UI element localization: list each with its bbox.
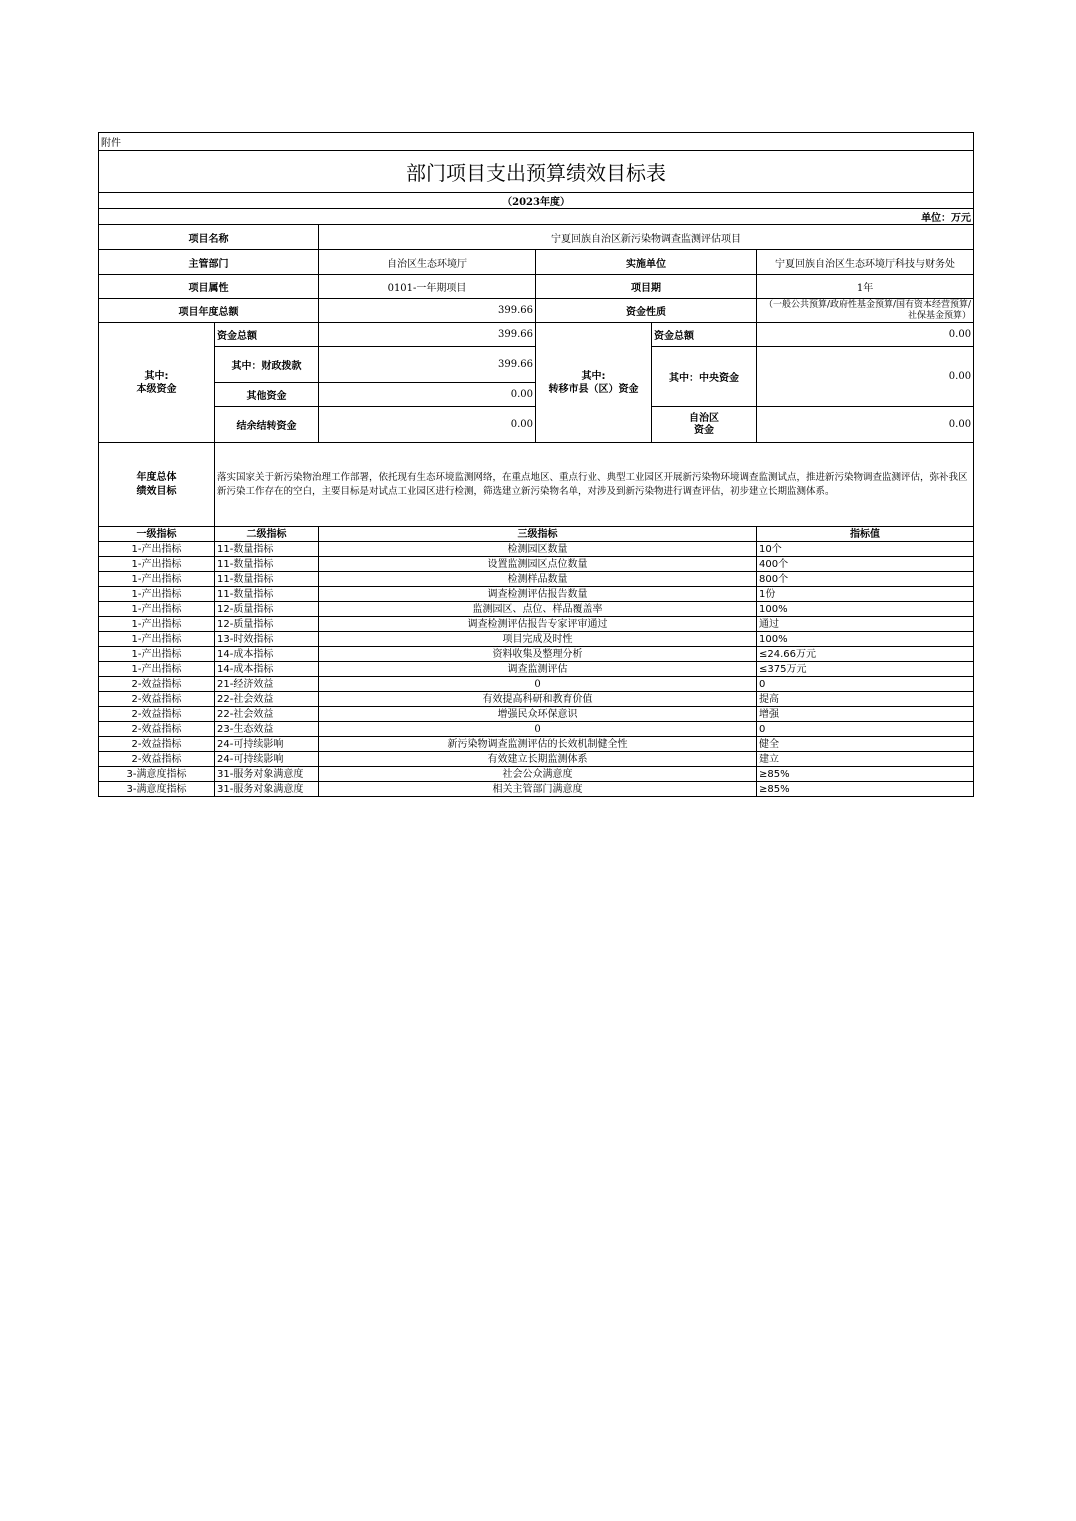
fund-total-value: 399.66 bbox=[319, 323, 536, 347]
indicator-value-cell: ≥85% bbox=[757, 767, 974, 782]
project-period-label: 项目期 bbox=[536, 275, 757, 299]
table-row bbox=[99, 737, 974, 752]
level2-cell: 31-服务对象满意度 bbox=[215, 782, 319, 797]
table-row bbox=[99, 692, 974, 707]
indicator-value-cell: 0 bbox=[757, 677, 974, 692]
level3-cell: 调查检测评估报告数量 bbox=[319, 587, 757, 602]
level1-cell: 2-效益指标 bbox=[99, 737, 215, 752]
attachment-label: 附件 bbox=[99, 133, 974, 151]
indicator-value-cell: 800个 bbox=[757, 572, 974, 587]
header-level3: 三级指标 bbox=[319, 527, 757, 542]
table-row bbox=[99, 767, 974, 782]
level3-cell: 0 bbox=[319, 677, 757, 692]
indicator-value-cell: 建立 bbox=[757, 752, 974, 767]
indicator-value-cell: 100% bbox=[757, 602, 974, 617]
table-row bbox=[99, 647, 974, 662]
fund-nature-label: 资金性质 bbox=[536, 299, 757, 323]
level1-cell: 1-产出指标 bbox=[99, 662, 215, 677]
local-funds-group-label: 其中: 本级资金 bbox=[99, 323, 215, 443]
table-row bbox=[99, 722, 974, 737]
level3-cell: 有效提高科研和教育价值 bbox=[319, 692, 757, 707]
level3-cell: 调查监测评估 bbox=[319, 662, 757, 677]
impl-unit-value: 宁夏回族自治区生态环境厅科技与财务处 bbox=[757, 250, 974, 275]
level2-cell: 24-可持续影响 bbox=[215, 752, 319, 767]
fiscal-allocation-value: 399.66 bbox=[319, 347, 536, 383]
table-row bbox=[99, 707, 974, 722]
indicator-value-cell: ≥85% bbox=[757, 782, 974, 797]
level2-cell: 12-质量指标 bbox=[215, 602, 319, 617]
level1-cell: 2-效益指标 bbox=[99, 677, 215, 692]
level1-cell: 1-产出指标 bbox=[99, 647, 215, 662]
level2-cell: 23-生态效益 bbox=[215, 722, 319, 737]
indicator-rows bbox=[99, 542, 974, 797]
level2-cell: 31-服务对象满意度 bbox=[215, 767, 319, 782]
annual-total-label: 项目年度总额 bbox=[99, 299, 319, 323]
transfer-funds-group-label: 其中: 转移市县（区）资金 bbox=[536, 323, 652, 443]
level3-cell: 项目完成及时性 bbox=[319, 632, 757, 647]
unit-label: 单位：万元 bbox=[99, 209, 974, 225]
indicator-value-cell: 通过 bbox=[757, 617, 974, 632]
project-name-label: 项目名称 bbox=[99, 225, 319, 250]
indicator-value-cell: ≤375万元 bbox=[757, 662, 974, 677]
level1-cell: 1-产出指标 bbox=[99, 617, 215, 632]
level1-cell: 1-产出指标 bbox=[99, 572, 215, 587]
transfer-total-label: 资金总额 bbox=[652, 323, 757, 347]
level3-cell: 社会公众满意度 bbox=[319, 767, 757, 782]
header-level2: 二级指标 bbox=[215, 527, 319, 542]
competent-dept-label: 主管部门 bbox=[99, 250, 319, 275]
annual-goal-text: 落实国家关于新污染物治理工作部署，依托现有生态环境监测网络，在重点地区、重点行业、典型工业园区开展新污染物环境调查监测试点，推进新污染物调查监测评估，弥补我区新污染工作存在的空白，主要目标是对试点工业园区进行检测，筛选建立新污染物名单，对涉及到新污染物进行调查评估，初步建立长期监测体系。 bbox=[215, 443, 974, 527]
level2-cell: 11-数量指标 bbox=[215, 587, 319, 602]
level2-cell: 14-成本指标 bbox=[215, 662, 319, 677]
indicator-value-cell: 提高 bbox=[757, 692, 974, 707]
level3-cell: 新污染物调查监测评估的长效机制健全性 bbox=[319, 737, 757, 752]
level1-cell: 1-产出指标 bbox=[99, 602, 215, 617]
indicator-value-cell: 0 bbox=[757, 722, 974, 737]
project-attr-label: 项目属性 bbox=[99, 275, 319, 299]
central-funds-label: 其中：中央资金 bbox=[652, 347, 757, 407]
transfer-total-value: 0.00 bbox=[757, 323, 974, 347]
table-row bbox=[99, 752, 974, 767]
level3-cell: 资料收集及整理分析 bbox=[319, 647, 757, 662]
indicator-value-cell: 健全 bbox=[757, 737, 974, 752]
indicator-value-cell: 1份 bbox=[757, 587, 974, 602]
performance-target-table bbox=[98, 132, 974, 797]
level3-cell: 调查检测评估报告专家评审通过 bbox=[319, 617, 757, 632]
fund-nature-value: （一般公共预算/政府性基金预算/国有资本经营预算/社保基金预算） bbox=[757, 299, 974, 323]
region-funds-value: 0.00 bbox=[757, 407, 974, 443]
table-row bbox=[99, 542, 974, 557]
level1-cell: 2-效益指标 bbox=[99, 722, 215, 737]
fund-total-label: 资金总额 bbox=[215, 323, 319, 347]
level3-cell: 设置监测园区点位数量 bbox=[319, 557, 757, 572]
level1-cell: 3-满意度指标 bbox=[99, 782, 215, 797]
level1-cell: 1-产出指标 bbox=[99, 542, 215, 557]
level2-cell: 12-质量指标 bbox=[215, 617, 319, 632]
level2-cell: 14-成本指标 bbox=[215, 647, 319, 662]
table-row bbox=[99, 557, 974, 572]
annual-total-value: 399.66 bbox=[319, 299, 536, 323]
table-row bbox=[99, 662, 974, 677]
impl-unit-label: 实施单位 bbox=[536, 250, 757, 275]
table-row bbox=[99, 602, 974, 617]
header-level1: 一级指标 bbox=[99, 527, 215, 542]
level2-cell: 22-社会效益 bbox=[215, 707, 319, 722]
level2-cell: 22-社会效益 bbox=[215, 692, 319, 707]
level1-cell: 1-产出指标 bbox=[99, 632, 215, 647]
table-row bbox=[99, 572, 974, 587]
central-funds-value: 0.00 bbox=[757, 347, 974, 407]
project-period-value: 1年 bbox=[757, 275, 974, 299]
level3-cell: 有效建立长期监测体系 bbox=[319, 752, 757, 767]
carryover-funds-label: 结余结转资金 bbox=[215, 407, 319, 443]
level3-cell: 检测样品数量 bbox=[319, 572, 757, 587]
level3-cell: 增强民众环保意识 bbox=[319, 707, 757, 722]
fiscal-allocation-label: 其中：财政拨款 bbox=[215, 347, 319, 383]
level1-cell: 1-产出指标 bbox=[99, 557, 215, 572]
indicator-value-cell: 100% bbox=[757, 632, 974, 647]
project-name-value: 宁夏回族自治区新污染物调查监测评估项目 bbox=[319, 225, 974, 250]
level2-cell: 24-可持续影响 bbox=[215, 737, 319, 752]
level2-cell: 11-数量指标 bbox=[215, 557, 319, 572]
level1-cell: 3-满意度指标 bbox=[99, 767, 215, 782]
table-row bbox=[99, 782, 974, 797]
level3-cell: 0 bbox=[319, 722, 757, 737]
project-attr-value: 0101-一年期项目 bbox=[319, 275, 536, 299]
header-value: 指标值 bbox=[757, 527, 974, 542]
level1-cell: 2-效益指标 bbox=[99, 692, 215, 707]
annual-goal-label: 年度总体 绩效目标 bbox=[99, 443, 215, 527]
level2-cell: 21-经济效益 bbox=[215, 677, 319, 692]
carryover-funds-value: 0.00 bbox=[319, 407, 536, 443]
indicator-value-cell: ≤24.66万元 bbox=[757, 647, 974, 662]
region-funds-label: 自治区 资金 bbox=[652, 407, 757, 443]
level2-cell: 11-数量指标 bbox=[215, 542, 319, 557]
indicator-value-cell: 10个 bbox=[757, 542, 974, 557]
budget-year: （2023年度） bbox=[99, 193, 974, 209]
level3-cell: 检测园区数量 bbox=[319, 542, 757, 557]
level3-cell: 相关主管部门满意度 bbox=[319, 782, 757, 797]
indicator-value-cell: 增强 bbox=[757, 707, 974, 722]
table-row bbox=[99, 677, 974, 692]
page-title: 部门项目支出预算绩效目标表 bbox=[99, 151, 974, 193]
level1-cell: 1-产出指标 bbox=[99, 587, 215, 602]
table-row bbox=[99, 632, 974, 647]
table-row bbox=[99, 587, 974, 602]
level2-cell: 11-数量指标 bbox=[215, 572, 319, 587]
table-row bbox=[99, 617, 974, 632]
level1-cell: 2-效益指标 bbox=[99, 752, 215, 767]
indicator-value-cell: 400个 bbox=[757, 557, 974, 572]
level3-cell: 监测园区、点位、样品覆盖率 bbox=[319, 602, 757, 617]
other-funds-label: 其他资金 bbox=[215, 383, 319, 407]
level1-cell: 2-效益指标 bbox=[99, 707, 215, 722]
level2-cell: 13-时效指标 bbox=[215, 632, 319, 647]
competent-dept-value: 自治区生态环境厅 bbox=[319, 250, 536, 275]
other-funds-value: 0.00 bbox=[319, 383, 536, 407]
